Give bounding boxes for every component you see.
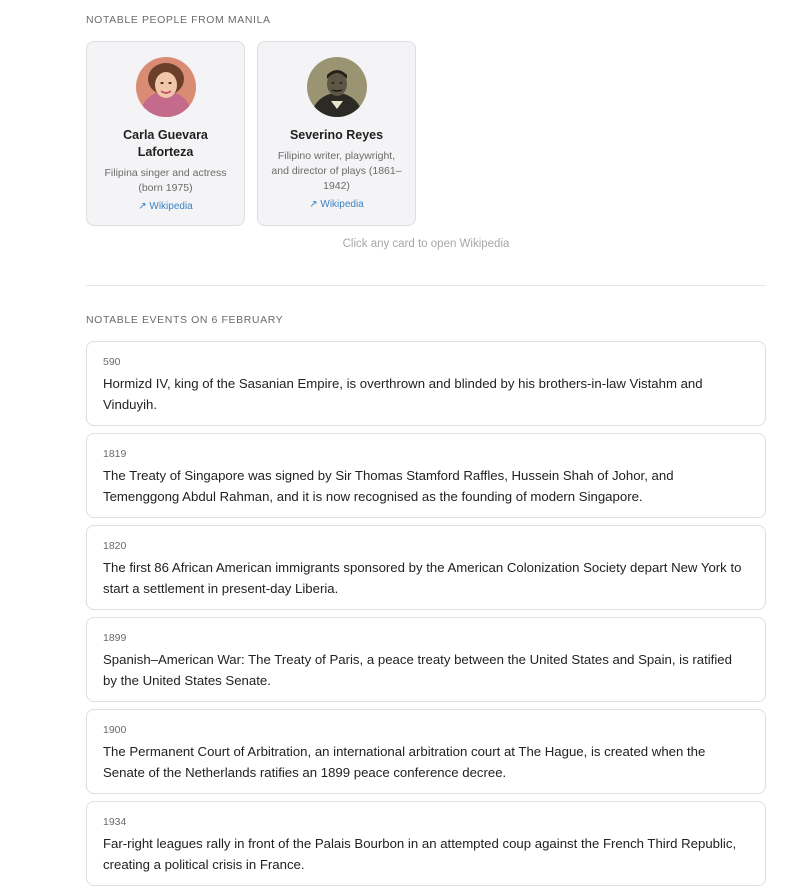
event-year: 1899: [103, 632, 127, 644]
event-year: 1820: [103, 540, 127, 552]
person-description: Filipino writer, playwright, and director of plays (1861–1942): [271, 150, 402, 192]
event-text: Hormizd IV, king of the Sasanian Empire, is overthrown and blinded by his brothers-in-law Vistahm and Vinduyih.: [103, 376, 703, 412]
event-card: [86, 341, 766, 426]
person-card-severino-reyes[interactable]: [257, 41, 416, 226]
person-description: Filipina singer and actress (born 1975): [104, 167, 227, 194]
event-card: [86, 433, 766, 518]
event-text: Far-right leagues rally in front of the Palais Bourbon in an attempted coup against the French Third Republic, creating a political crisis in France.: [103, 836, 737, 872]
wikipedia-link[interactable]: ↗ Wikipedia: [309, 199, 364, 210]
section-divider: [86, 285, 766, 286]
wikipedia-link[interactable]: ↗ Wikipedia: [138, 201, 193, 212]
event-year: 1934: [103, 816, 127, 828]
event-year: 590: [103, 356, 121, 368]
person-name: Carla Guevara Laforteza: [123, 128, 208, 159]
person-name: Severino Reyes: [289, 128, 384, 142]
avatar: [307, 57, 367, 117]
people-cards: [86, 41, 416, 226]
events-section-title: NOTABLE EVENTS ON 6 FEBRUARY: [86, 314, 284, 326]
event-card: [86, 801, 766, 886]
event-text: The first 86 African American immigrants sponsored by the American Colonization Society depart New York to start a settlement in present-day Liberia.: [103, 560, 742, 596]
event-year: 1900: [103, 724, 127, 736]
event-text: Spanish–American War: The Treaty of Paris, a peace treaty between the United States and Spain, is ratified by the United States Senate.: [103, 652, 732, 688]
event-card: [86, 525, 766, 610]
person-card-carla-laforteza[interactable]: [86, 41, 245, 226]
event-card: [86, 709, 766, 794]
event-card: [86, 617, 766, 702]
event-year: 1819: [103, 448, 127, 460]
people-section-title: NOTABLE PEOPLE FROM MANILA: [86, 14, 271, 26]
click-hint: Click any card to open Wikipedia: [342, 238, 510, 250]
avatar: [136, 57, 196, 117]
event-text: The Treaty of Singapore was signed by Sir Thomas Stamford Raffles, Hussein Shah of Johor, and Temenggong Abdul Rahman, and it is now recognised as the founding of modern Singapore.: [103, 468, 674, 504]
events-list: [86, 341, 766, 893]
event-text: The Permanent Court of Arbitration, an international arbitration court at The Hague, is created when the Senate of the Netherlands ratifies an 1899 peace conference decree.: [103, 744, 706, 780]
